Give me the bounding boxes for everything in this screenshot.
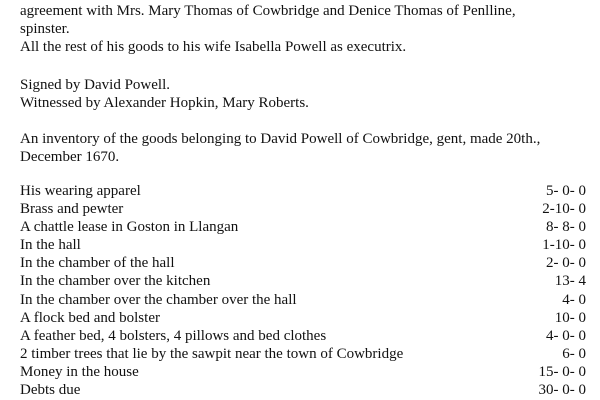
signatures-paragraph: [20, 76, 592, 112]
inventory-row: [20, 272, 586, 290]
inventory-value: 10- 0: [554, 309, 586, 326]
inventory-row: [20, 236, 586, 254]
inventory-item: Money in the house: [20, 363, 139, 380]
inventory-value: 4- 0: [562, 291, 586, 308]
inventory-value: 2-10- 0: [542, 201, 586, 218]
inventory-intro-paragraph: [20, 130, 592, 166]
inventory-row: [20, 200, 586, 218]
inventory-row: [20, 254, 586, 272]
will-paragraph: [20, 2, 592, 56]
inventory-value: 6- 0: [562, 345, 586, 362]
inventory-value: 30- 0- 0: [538, 382, 586, 399]
inventory-item: In the chamber over the kitchen: [20, 273, 211, 290]
inventory-value: 13- 4: [554, 273, 586, 290]
inventory-value: 2- 0- 0: [546, 255, 586, 272]
inventory-row: [20, 363, 586, 381]
signed-by-line: Signed by David Powell.: [20, 77, 170, 93]
inventory-row: [20, 218, 586, 236]
inventory-value: 8- 8- 0: [546, 219, 586, 236]
inventory-value: 4- 0- 0: [546, 327, 586, 344]
inventory-item: In the hall: [20, 237, 81, 254]
inventory-row: [20, 381, 586, 399]
inventory-item: In the chamber of the hall: [20, 255, 175, 272]
inventory-value: 15- 0- 0: [538, 363, 586, 380]
inventory-row: [20, 291, 586, 309]
inventory-intro-line: December 1670.: [20, 149, 120, 165]
inventory-item: Brass and pewter: [20, 201, 124, 218]
inventory-row: [20, 345, 586, 363]
inventory-list: [20, 182, 586, 399]
inventory-item: Debts due: [20, 382, 81, 399]
witnessed-by-line: Witnessed by Alexander Hopkin, Mary Roberts.: [20, 95, 309, 111]
will-text-line: spinster.: [20, 21, 70, 37]
inventory-item: His wearing apparel: [20, 183, 141, 199]
inventory-item: A feather bed, 4 bolsters, 4 pillows and bed clothes: [20, 327, 327, 344]
inventory-item: 2 timber trees that lie by the sawpit near the town of Cowbridge: [20, 345, 404, 362]
will-text-line: agreement with Mrs. Mary Thomas of Cowbridge and Denice Thomas of Penlline,: [20, 3, 516, 19]
inventory-value: 1-10- 0: [542, 237, 586, 254]
inventory-item: A flock bed and bolster: [20, 309, 160, 326]
inventory-value: 5- 0- 0: [546, 183, 586, 199]
inventory-row: [20, 327, 586, 345]
inventory-row: [20, 309, 586, 327]
inventory-item: A chattle lease in Goston in Llangan: [20, 219, 239, 236]
inventory-row: [20, 182, 586, 200]
inventory-item: In the chamber over the chamber over the hall: [20, 291, 297, 308]
will-text-line: All the rest of his goods to his wife Isabella Powell as executrix.: [20, 39, 407, 55]
inventory-intro-line: An inventory of the goods belonging to David Powell of Cowbridge, gent, made 20th.,: [20, 131, 541, 147]
